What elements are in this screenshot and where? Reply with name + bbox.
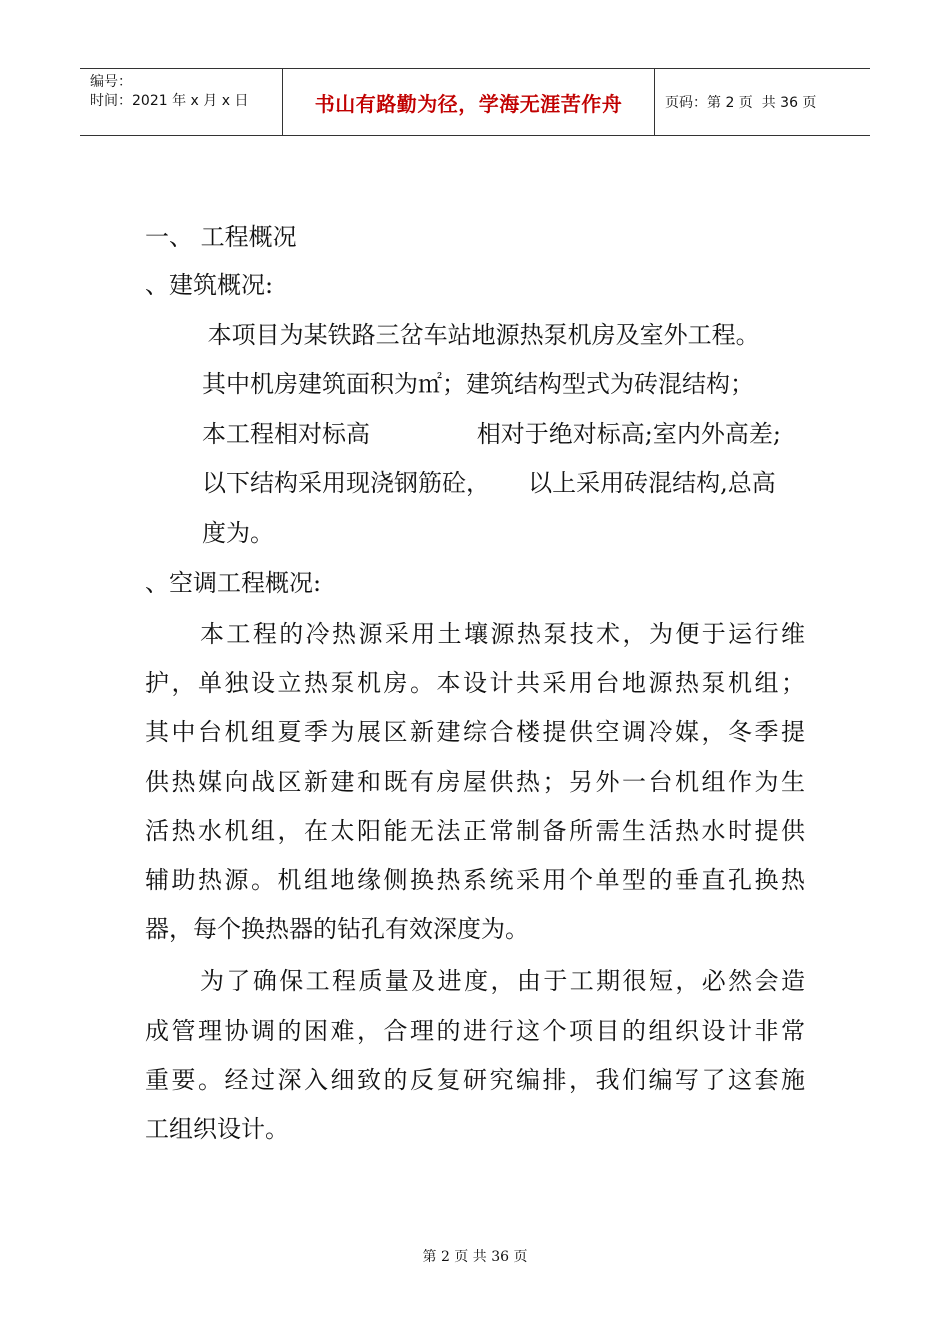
- building-line: 以下结构采用现浇钢筋砼， 以上采用砖混结构,总高: [202, 469, 776, 497]
- hvac-para2-line: 成管理协调的困难，合理的进行这个项目的组织设计非常: [145, 1017, 805, 1045]
- building-line: 本项目为某铁路三岔车站地源热泵机房及室外工程。: [200, 321, 760, 349]
- hvac-para2-line: 重要。经过深入细致的反复研究编排，我们编写了这套施: [145, 1066, 805, 1094]
- building-line: 其中机房建筑面积为㎡；建筑结构型式为砖混结构；: [202, 370, 754, 398]
- hvac-para1-line: 护，单独设立热泵机房。本设计共采用台地源热泵机组；: [145, 669, 805, 697]
- building-line: 本工程相对标高 相对于绝对标高;室内外高差;: [202, 420, 781, 448]
- header-motto-cell: [283, 69, 655, 135]
- serial-number-label: 编号：: [90, 74, 132, 90]
- header-page-cell: [655, 69, 870, 135]
- page-info: 页码：第 2 页 共 36 页: [665, 95, 817, 111]
- page-footer: 第 2 页 共 36 页: [422, 1249, 528, 1265]
- section-heading: 一、 工程概况: [145, 223, 297, 251]
- hvac-para1-line: 活热水机组，在太阳能无法正常制备所需生活热水时提供: [145, 817, 805, 845]
- hvac-para1-line: 器，每个换热器的钻孔有效深度为。: [145, 915, 529, 943]
- hvac-para1-line: 本工程的冷热源采用土壤源热泵技术，为便于运行维: [200, 620, 805, 648]
- hvac-para1-line: 辅助热源。机组地缘侧换热系统采用个单型的垂直孔换热: [145, 866, 805, 894]
- time-label: 时间：2021 年 x 月 x 日: [90, 93, 249, 109]
- header-meta-cell: [80, 69, 283, 135]
- building-heading: 、建筑概况:: [145, 271, 274, 299]
- hvac-para2-line: 为了确保工程质量及进度，由于工期很短，必然会造: [200, 967, 805, 995]
- hvac-para2-line: 工组织设计。: [145, 1115, 289, 1143]
- hvac-para1-line: 供热媒向战区新建和既有房屋供热；另外一台机组作为生: [145, 768, 805, 796]
- page-header: [80, 68, 870, 136]
- hvac-heading: 、空调工程概况:: [145, 569, 322, 597]
- hvac-para1-line: 其中台机组夏季为展区新建综合楼提供空调冷媒，冬季提: [145, 718, 805, 746]
- motto-text: 书山有路勤为径，学海无涯苦作舟: [314, 91, 623, 116]
- building-line: 度为。: [202, 519, 274, 547]
